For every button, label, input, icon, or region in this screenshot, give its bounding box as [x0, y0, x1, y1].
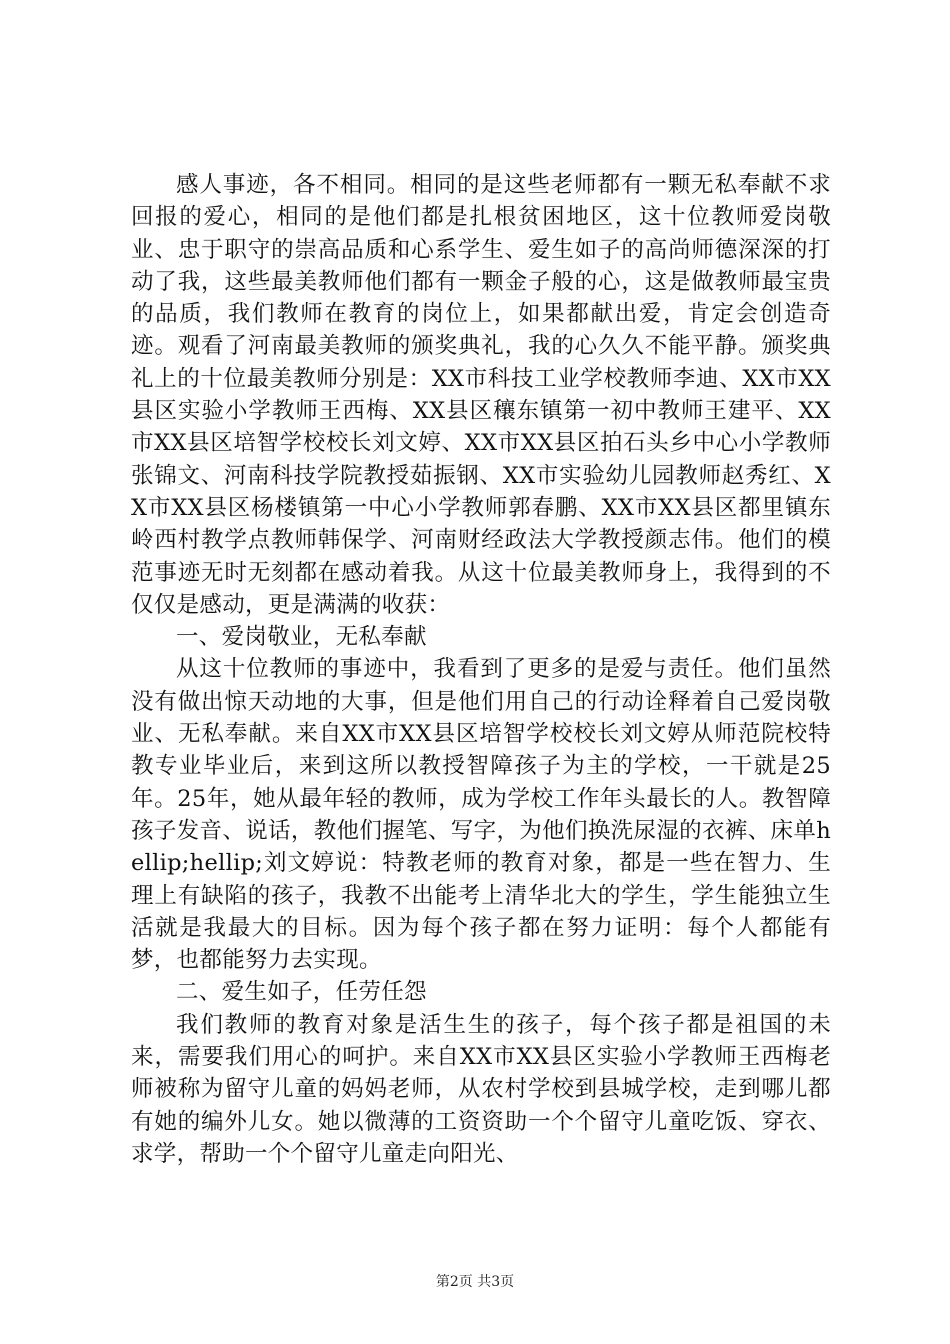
- document-body: [131, 169, 831, 1170]
- section-1-paragraph: 从这十位教师的事迹中，我看到了更多的是爱与责任。他们虽然没有做出惊天动地的大事，但是他们用自己的行动诠释着自己爱岗敬业、无私奉献。来自XX市XX县区培智学校校长刘文婷从师范院校特教专业毕业后，来到这所以教授智障孩子为主的学校，一干就是25年。25年，她从最年轻的教师，成为学校工作年头最长的人。教智障孩子发音、说话，教他们握笔、写字，为他们换洗尿湿的衣裤、床单hellip;hellip;刘文婷说：特教老师的教育对象，都是一些在智力、生理上有缺陷的孩子，我教不出能考上清华北大的学生，学生能独立生活就是我最大的目标。因为每个孩子都在努力证明：每个人都能有梦，也都能努力去实现。: [131, 656, 831, 974]
- intro-paragraph: 感人事迹，各不相同。相同的是这些老师都有一颗无私奉献不求回报的爱心，相同的是他们都是扎根贫困地区，这十位教师爱岗敬业、忠于职守的崇高品质和心系学生、爱生如子的高尚师德深深的打动了我，这些最美教师他们都有一颗金子般的心，这是做教师最宝贵的品质，我们教师在教育的岗位上，如果都献出爱，肯定会创造奇迹。观看了河南最美教师的颁奖典礼，我的心久久不能平静。颁奖典礼上的十位最美教师分别是：XX市科技工业学校教师李迪、XX市XX县区实验小学教师王西梅、XX县区穰东镇第一初中教师王建平、XX市XX县区培智学校校长刘文婷、XX市XX县区拍石头乡中心小学教师张锦文、河南科技学院教授茹振钢、XX市实验幼儿园教师赵秀红、XX市XX县区杨楼镇第一中心小学教师郭春鹏、XX市XX县区都里镇东岭西村教学点教师韩保学、河南财经政法大学教授颜志伟。他们的模范事迹无时无刻都在感动着我。从这十位最美教师身上，我得到的不仅仅是感动，更是满满的收获：: [131, 172, 831, 618]
- section-heading-1: 一、爱岗敬业，无私奉献: [176, 624, 427, 651]
- section-heading-2: 二、爱生如子，任劳任怨: [176, 979, 427, 1006]
- section-2-paragraph: 我们教师的教育对象是活生生的孩子，每个孩子都是祖国的未来，需要我们用心的呵护。来自XX市XX县区实验小学教师王西梅老师被称为留守儿童的妈妈老师，从农村学校到县城学校，走到哪儿都有她的编外儿女。她以微薄的工资资助一个个留守儿童吃饭、穿衣、求学，帮助一个个留守儿童走向阳光、: [131, 1011, 831, 1167]
- page-footer: 第2页 共3页: [435, 1274, 515, 1290]
